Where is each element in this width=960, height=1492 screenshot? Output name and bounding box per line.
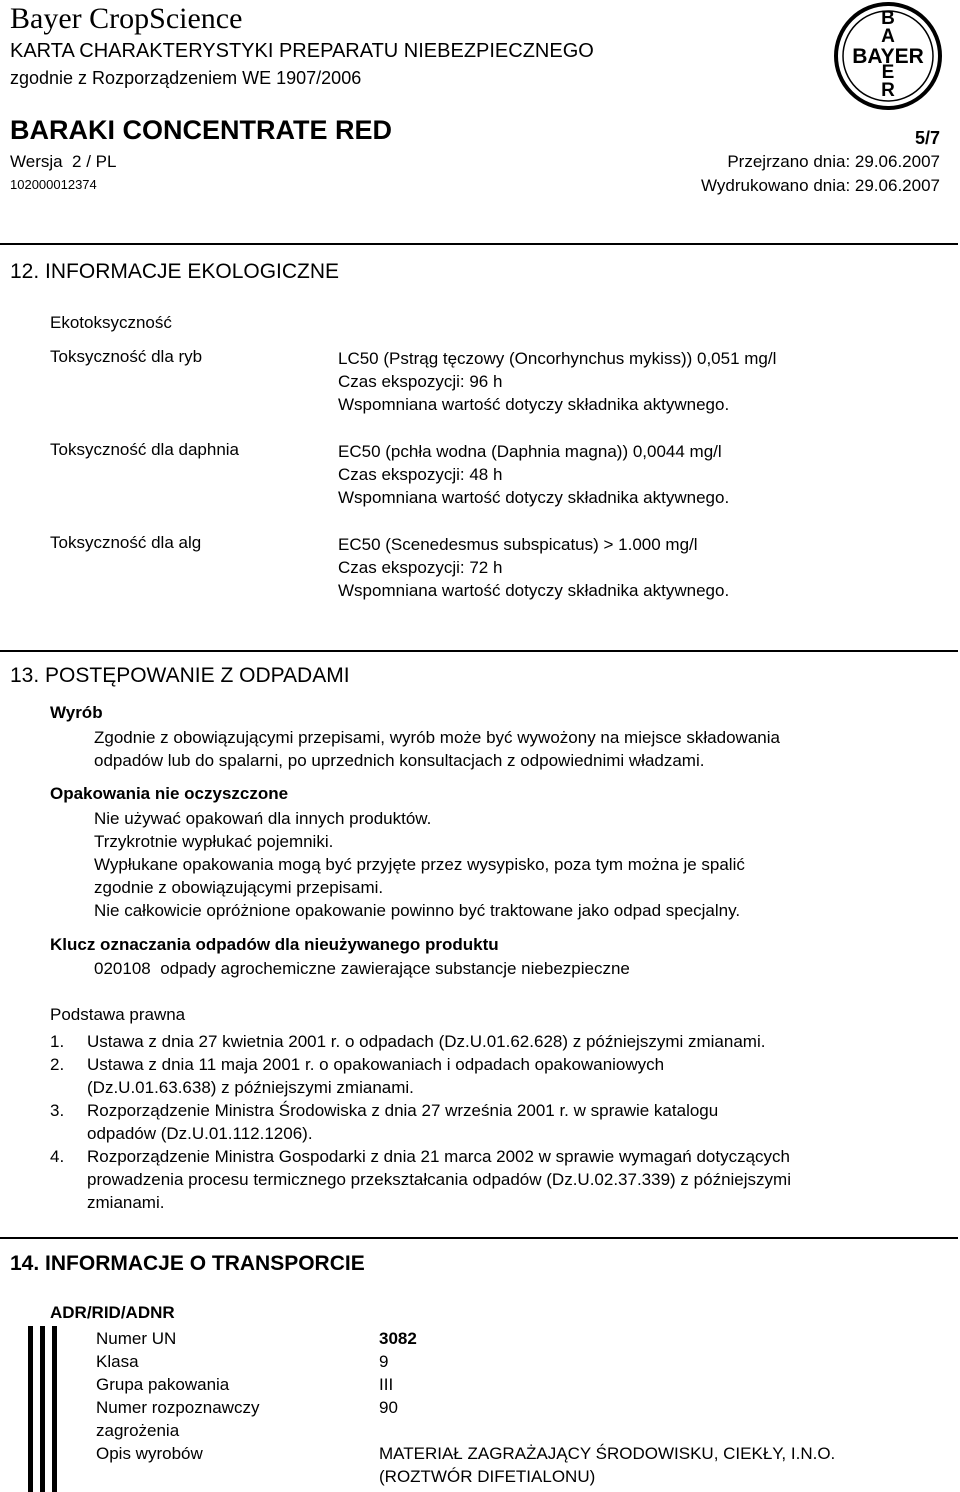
legal-basis-item [50,1053,950,1099]
toxicity-values [338,440,729,509]
adr-value: 3082 [379,1329,417,1348]
packaging-text [94,807,745,922]
toxicity-line: Wspomniana wartość dotyczy składnika aktywnego. [338,395,730,414]
adr-label: Numer rozpoznawczy [96,1398,260,1417]
logo-letter: E [881,62,895,83]
waste-key-heading: Klucz oznaczania odpadów dla nieużywanego produktu [50,935,499,954]
text-line: Trzykrotnie wypłukać pojemniki. [94,832,334,851]
regulation-reference: zgodnie z Rozporządzeniem WE 1907/2006 [10,68,362,88]
adr-label: Opis wyrobów [96,1444,203,1463]
adr-label: zagrożenia [96,1421,180,1440]
text-line: Rozporządzenie Ministra Środowiska z dnia 27 września 2001 r. w sprawie katalogu [87,1101,719,1120]
toxicity-label: Toksyczność dla daphnia [50,440,240,459]
item-number: 2. [50,1055,65,1074]
waste-code: 020108 [94,959,151,978]
text-line: odpadów lub do spalarni, po uprzednich konsultacjach z odpowiednimi władzami. [94,751,705,770]
text-line: Rozporządzenie Ministra Gospodarki z dnia 21 marca 2002 w sprawie wymagań dotyczących [87,1147,791,1166]
reviewed-date: Przejrzano dnia: 29.06.2007 [727,152,940,171]
toxicity-label: Toksyczność dla ryb [50,347,203,366]
adr-value: III [379,1375,394,1394]
bayer-cross-logo [832,0,944,112]
waste-key-entry [94,959,630,979]
logo-word: BAYER [852,45,924,68]
text-line: prowadzenia procesu termicznego przekształcania odpadów (Dz.U.02.37.339) z późniejszymi [87,1170,791,1189]
adr-label: Grupa pakowania [96,1375,230,1394]
toxicity-line: EC50 (Scenedesmus subspicatus) > 1.000 mg/l [338,535,698,554]
version-label: Wersja [10,152,63,171]
logo-letter: A [881,26,895,47]
document-number: 102000012374 [10,177,97,192]
ecotoxicity-heading: Ekotoksyczność [50,313,172,332]
margin-bar [28,1326,33,1492]
version-value: 2 / PL [72,152,117,171]
logo-letter: R [881,80,895,101]
document-type: KARTA CHARAKTERYSTYKI PREPARATU NIEBEZPIECZNEGO [10,40,594,62]
text-line: Ustawa z dnia 27 kwietnia 2001 r. o odpadach (Dz.U.01.62.628) z późniejszymi zmianami. [87,1032,766,1051]
version-info [10,152,116,172]
text-line: Wypłukane opakowania mogą być przyjęte przez wysypisko, poza tym można je spalić [94,855,745,874]
toxicity-line: Wspomniana wartość dotyczy składnika aktywnego. [338,581,730,600]
adr-label: Numer UN [96,1329,177,1348]
margin-bar [52,1326,57,1492]
section-12-title: 12. INFORMACJE EKOLOGICZNE [10,260,340,283]
legal-basis-heading: Podstawa prawna [50,1005,186,1024]
text-line: zgodnie z obowiązującymi przepisami. [94,878,384,897]
legal-basis-item [50,1030,950,1053]
toxicity-values [338,347,776,416]
margin-bar [40,1326,45,1492]
legal-basis-list [50,1030,950,1214]
waste-description: odpady agrochemiczne zawierające substancje niebezpieczne [160,959,630,978]
company-name: Bayer CropScience [10,2,243,35]
toxicity-label: Toksyczność dla alg [50,533,202,552]
item-number: 3. [50,1101,65,1120]
section-13-title: 13. POSTĘPOWANIE Z ODPADAMI [10,664,350,687]
adr-value: MATERIAŁ ZAGRAŻAJĄCY ŚRODOWISKU, CIEKŁY, I.N.O. [379,1444,836,1463]
section-14-title: 14. INFORMACJE O TRANSPORCIE [10,1252,365,1275]
section-divider [0,1237,958,1239]
toxicity-line: Wspomniana wartość dotyczy składnika aktywnego. [338,488,730,507]
toxicity-values [338,533,729,602]
packaging-heading: Opakowania nie oczyszczone [50,784,289,803]
toxicity-line: Czas ekspozycji: 96 h [338,372,503,391]
text-line: Ustawa z dnia 11 maja 2001 r. o opakowaniach i odpadach opakowaniowych [87,1055,665,1074]
product-name: BARAKI CONCENTRATE RED [10,115,392,145]
toxicity-line: EC50 (pchła wodna (Daphnia magna)) 0,0044 mg/l [338,442,722,461]
product-disposal-text [94,726,780,772]
toxicity-line: Czas ekspozycji: 72 h [338,558,503,577]
section-divider [0,650,958,652]
text-line: (Dz.U.01.63.638) z późniejszymi zmianami. [87,1078,414,1097]
adr-label: Klasa [96,1352,139,1371]
legal-basis-item [50,1099,950,1145]
adr-value: (ROZTWÓR DIFETIALONU) [379,1467,596,1486]
toxicity-line: LC50 (Pstrąg tęczowy (Oncorhynchus mykiss)) 0,051 mg/l [338,349,777,368]
text-line: Nie całkowicie opróżnione opakowanie powinno być traktowane jako odpad specjalny. [94,901,741,920]
logo-letter: B [881,8,895,29]
toxicity-line: Czas ekspozycji: 48 h [338,465,503,484]
text-line: Zgodnie z obowiązującymi przepisami, wyrób może być wywożony na miejsce składowania [94,728,780,747]
item-number: 4. [50,1147,65,1166]
adr-value: 90 [379,1398,398,1417]
section-divider [0,243,958,245]
product-disposal-heading: Wyrób [50,703,103,722]
text-line: odpadów (Dz.U.01.112.1206). [87,1124,313,1143]
adr-value: 9 [379,1352,389,1371]
page-number: 5/7 [914,128,940,148]
adr-heading: ADR/RID/ADNR [50,1303,175,1322]
legal-basis-item [50,1145,950,1214]
printed-date: Wydrukowano dnia: 29.06.2007 [701,176,940,195]
text-line: zmianami. [87,1193,165,1212]
item-number: 1. [50,1032,65,1051]
text-line: Nie używać opakowań dla innych produktów. [94,809,432,828]
